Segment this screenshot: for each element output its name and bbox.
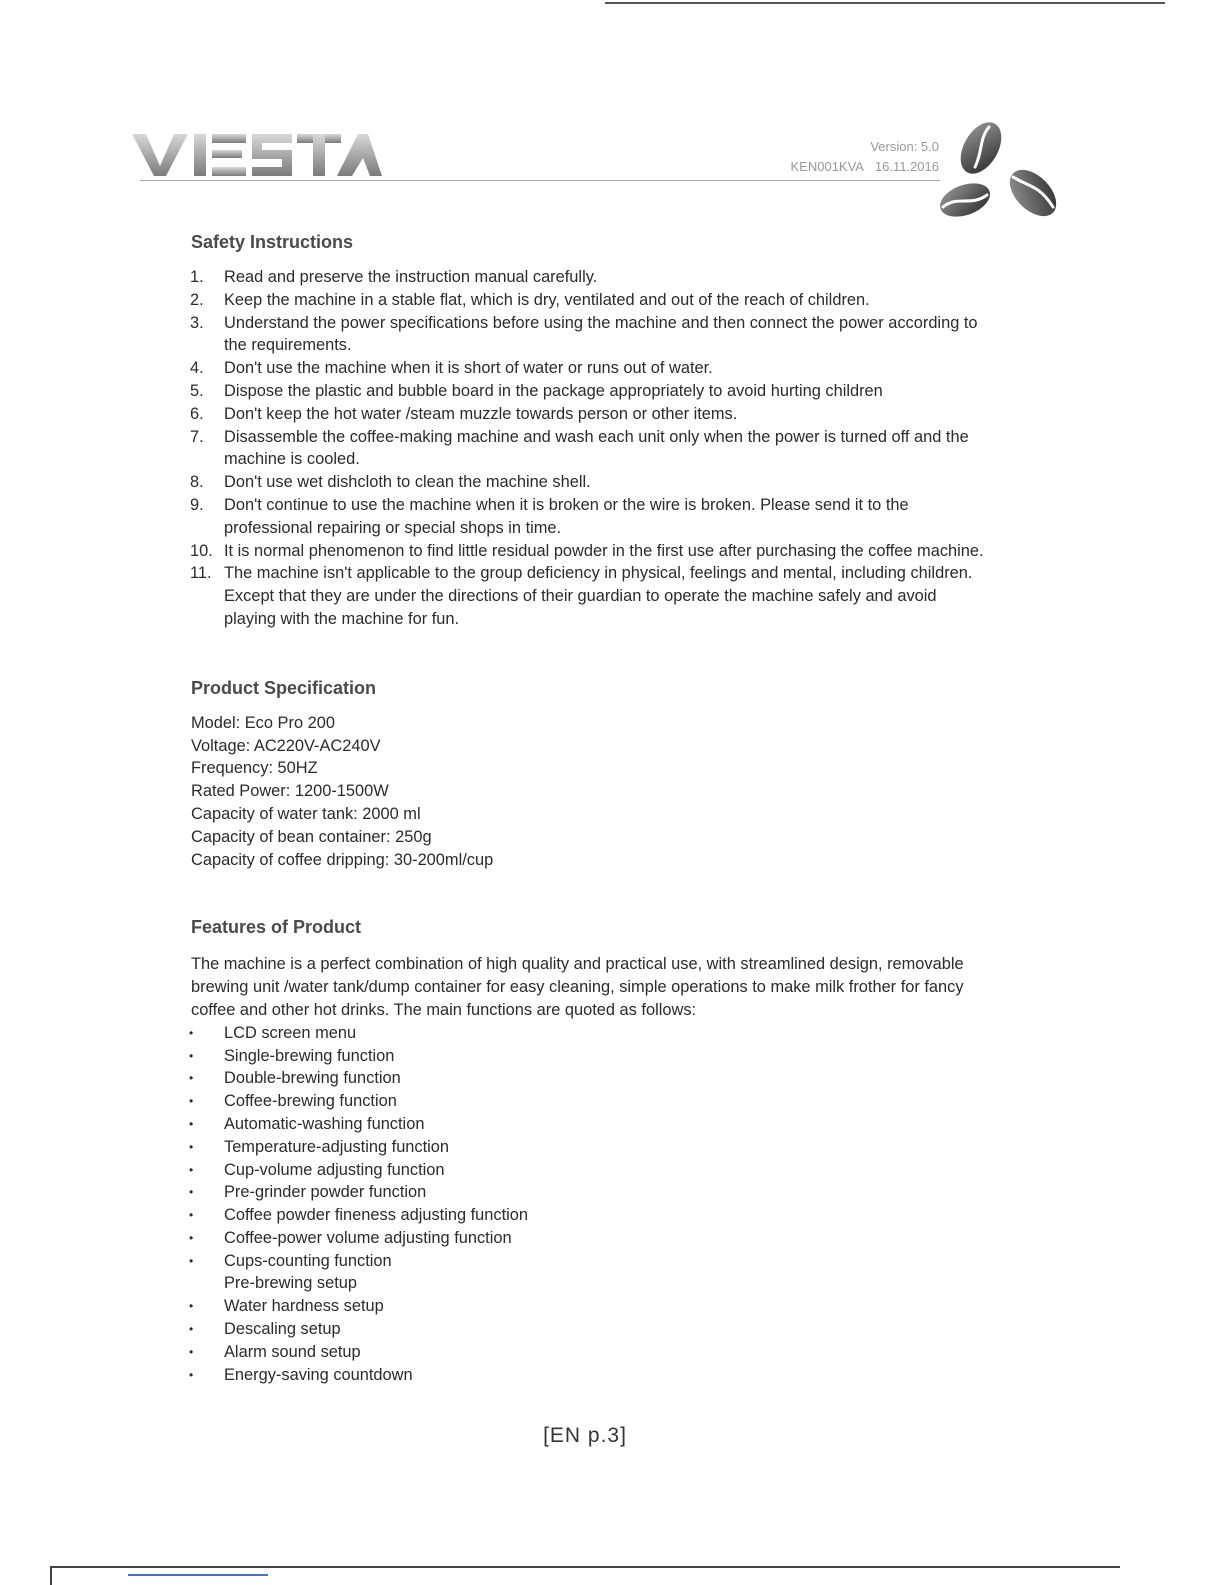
page-number: [EN p.3] xyxy=(543,1424,627,1447)
list-item xyxy=(191,1090,991,1113)
list-item xyxy=(191,1204,991,1227)
item-text: Disassemble the coffee-making machine and wash each unit only when the power is turned off and the machine is cooled. xyxy=(224,427,969,469)
list-item xyxy=(191,357,991,380)
scan-edge-top xyxy=(605,2,1165,4)
coffee-beans-icon xyxy=(935,115,1065,230)
doc-info xyxy=(791,159,940,174)
list-item xyxy=(191,266,991,289)
bullet: • xyxy=(189,1185,194,1200)
item-text: Don't continue to use the machine when it is broken or the wire is broken. Please send it to the professional repairing or special shops in time. xyxy=(224,495,909,537)
list-item xyxy=(191,1159,991,1182)
bullet: • xyxy=(189,1299,194,1314)
spec-line: Voltage: AC220V-AC240V xyxy=(191,736,381,755)
features-title: Features of Product xyxy=(191,917,362,938)
spec-line: Frequency: 50HZ xyxy=(191,759,318,778)
page-content xyxy=(191,228,991,1386)
scan-edge-bottom-left xyxy=(50,1566,52,1585)
item-text: Coffee powder fineness adjusting function xyxy=(224,1206,529,1225)
spec-list xyxy=(191,712,991,872)
features-list xyxy=(191,1022,991,1387)
list-item xyxy=(191,403,991,426)
item-text: Double-brewing function xyxy=(224,1069,401,1088)
item-text: Dispose the plastic and bubble board in the package appropriately to avoid hurting children xyxy=(224,381,883,400)
spec-line: Rated Power: 1200-1500W xyxy=(191,782,389,801)
bullet: • xyxy=(189,1367,194,1382)
item-number: 11. xyxy=(190,564,212,583)
item-text: Energy-saving countdown xyxy=(224,1365,413,1384)
item-text: Cups-counting function xyxy=(224,1251,392,1270)
item-text: Pre-brewing setup xyxy=(224,1274,358,1293)
list-item xyxy=(191,1067,991,1090)
bullet: • xyxy=(189,1094,194,1109)
item-number: 4. xyxy=(190,359,204,378)
doc-date: 16.11.2016 xyxy=(874,159,939,174)
viesta-logo xyxy=(132,122,382,182)
bullet: • xyxy=(189,1208,194,1223)
item-text: Coffee-brewing function xyxy=(224,1092,397,1111)
list-item xyxy=(191,1113,991,1136)
item-number: 5. xyxy=(190,381,204,400)
list-item xyxy=(191,312,991,358)
bullet: • xyxy=(189,1025,194,1040)
item-text: Descaling setup xyxy=(224,1320,341,1339)
item-text: Temperature-adjusting function xyxy=(224,1137,450,1156)
list-item xyxy=(191,1341,991,1364)
item-number: 9. xyxy=(190,495,204,514)
bullet: • xyxy=(189,1230,194,1245)
item-text: It is normal phenomenon to find little residual powder in the first use after purchasing the coffee machine. xyxy=(224,541,984,560)
item-text: Don't keep the hot water /steam muzzle towards person or other items. xyxy=(224,404,738,423)
item-text: Cup-volume adjusting function xyxy=(224,1160,445,1179)
list-item xyxy=(191,1227,991,1250)
list-item xyxy=(191,289,991,312)
item-number: 1. xyxy=(190,268,204,286)
spec-line: Capacity of water tank: 2000 ml xyxy=(191,804,421,823)
item-text: Water hardness setup xyxy=(224,1297,384,1316)
doc-code: KEN001KVA xyxy=(790,159,864,174)
header-rule xyxy=(140,180,940,181)
item-text: LCD screen menu xyxy=(224,1023,357,1042)
scan-edge-bottom xyxy=(50,1566,1120,1568)
spec-title: Product Specification xyxy=(191,677,377,698)
list-item xyxy=(191,1181,991,1204)
bullet: • xyxy=(189,1116,194,1131)
list-item xyxy=(191,1250,991,1273)
item-number: 2. xyxy=(190,290,204,309)
item-number: 7. xyxy=(190,427,204,446)
list-item xyxy=(191,540,991,563)
item-number: 10. xyxy=(190,541,213,560)
list-item xyxy=(191,1136,991,1159)
list-item xyxy=(191,494,991,540)
item-text: Pre-grinder powder function xyxy=(224,1183,427,1202)
bullet: • xyxy=(189,1344,194,1359)
list-item xyxy=(191,1045,991,1068)
item-text: Alarm sound setup xyxy=(224,1342,361,1361)
item-text: Read and preserve the instruction manual carefully. xyxy=(224,268,598,286)
item-text: Don't use the machine when it is short of water or runs out of water. xyxy=(224,359,713,378)
scan-artifact xyxy=(128,1574,268,1576)
list-item xyxy=(191,471,991,494)
bullet: • xyxy=(189,1139,194,1154)
list-item xyxy=(191,1272,991,1295)
item-text: Understand the power specifications before using the machine and then connect the power according to the requirements. xyxy=(224,313,978,355)
item-text: Coffee-power volume adjusting function xyxy=(224,1228,512,1247)
list-item xyxy=(191,1295,991,1318)
spec-line: Model: Eco Pro 200 xyxy=(191,713,335,732)
bullet: • xyxy=(189,1322,194,1337)
list-item xyxy=(191,1364,991,1387)
list-item xyxy=(191,562,991,630)
item-number: 8. xyxy=(190,473,204,492)
bullet: • xyxy=(189,1048,194,1063)
item-number: 6. xyxy=(190,404,204,423)
spec-line: Capacity of bean container: 250g xyxy=(191,827,432,846)
list-item xyxy=(191,1022,991,1045)
safety-list xyxy=(191,266,991,631)
spec-line: Capacity of coffee dripping: 30-200ml/cup xyxy=(191,850,494,869)
item-text: Single-brewing function xyxy=(224,1046,395,1065)
list-item xyxy=(191,1318,991,1341)
list-item xyxy=(191,426,991,472)
safety-title: Safety Instructions xyxy=(191,232,354,252)
list-item xyxy=(191,380,991,403)
item-text: Automatic-washing function xyxy=(224,1114,425,1133)
bullet: • xyxy=(189,1071,194,1086)
item-text: Keep the machine in a stable flat, which is dry, ventilated and out of the reach of children. xyxy=(224,290,870,309)
features-intro: The machine is a perfect combination of high quality and practical use, with streamlined design, removable brewing unit /water tank/dump container for easy cleaning, simple operations to make milk frother for fancy coffee and other hot drinks. The main functions are quoted as follows: xyxy=(191,955,964,1019)
item-text: Don't use wet dishcloth to clean the machine shell. xyxy=(224,473,591,492)
item-number: 3. xyxy=(190,313,204,332)
bullet: • xyxy=(189,1253,194,1268)
version-label: Version: 5.0 xyxy=(870,139,939,154)
bullet: • xyxy=(189,1162,194,1177)
item-text: The machine isn't applicable to the group deficiency in physical, feelings and mental, including children. Except that they are under the directions of their guardian to operate the machine safely and avoid playing with the machine for fun. xyxy=(224,564,973,628)
